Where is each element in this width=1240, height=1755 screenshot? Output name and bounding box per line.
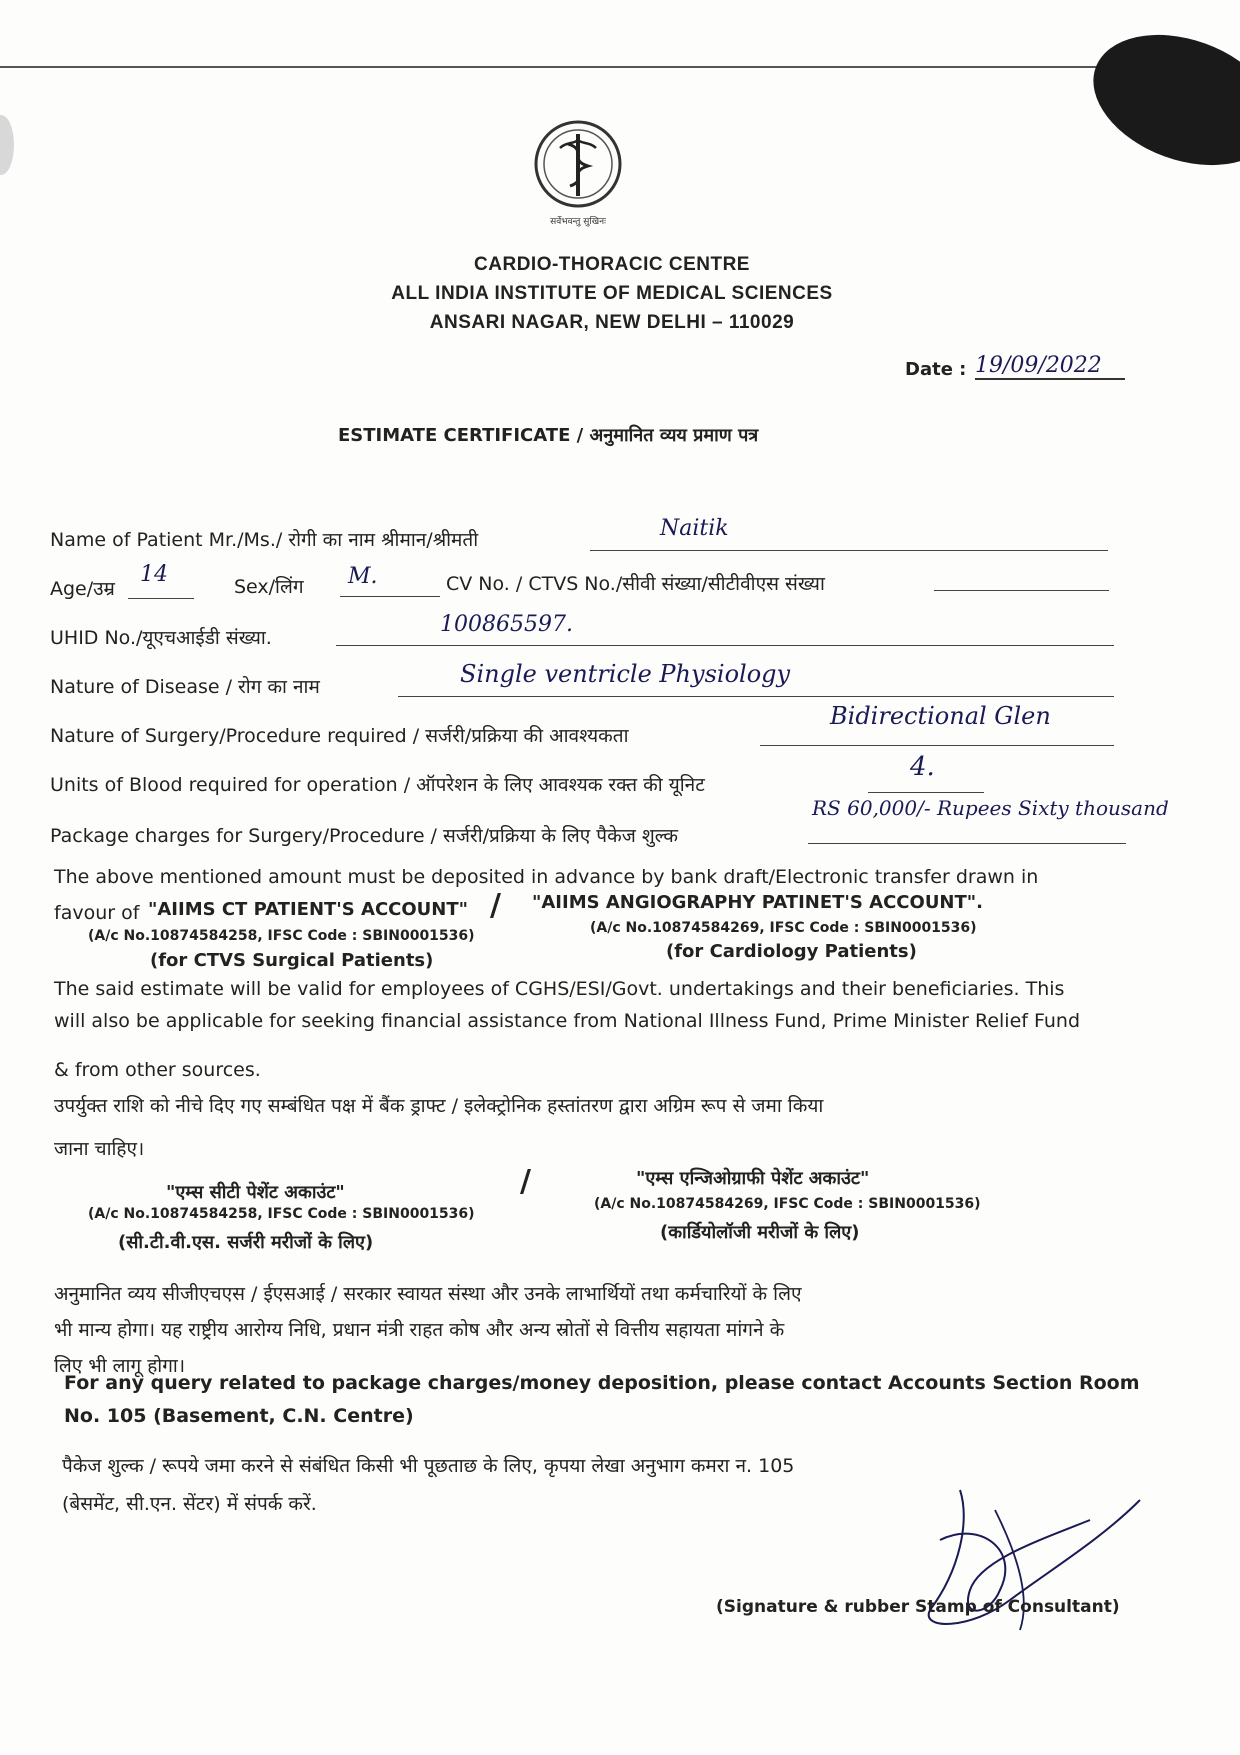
hindi-deposit-line-2: जाना चाहिए।: [54, 1138, 145, 1160]
hindi-validity-line-2: भी मान्य होगा। यह राष्ट्रीय आरोग्य निधि, प्रधान मंत्री राहत कोष और अन्य स्रोतों से वित्तीय सहायता मांगने के: [54, 1319, 785, 1341]
package-line: [808, 843, 1126, 844]
date-label: Date :: [905, 359, 967, 380]
age-label: Age/उम्र: [50, 578, 115, 600]
hindi-account-separator: /: [520, 1164, 531, 1199]
hindi-deposit-line-1: उपर्युक्त राशि को नीचे दिए गए सम्बंधित पक्ष में बैंक ड्राफ्ट / इलेक्ट्रोनिक हस्तांतरण द्वारा अग्रिम रूप से जमा किया: [54, 1095, 824, 1117]
hindi-angio-account-details: (A/c No.10874584269, IFSC Code : SBIN0001536): [594, 1196, 981, 1212]
angio-account-details: (A/c No.10874584269, IFSC Code : SBIN0001536): [590, 920, 977, 936]
deposit-instruction: The above mentioned amount must be deposited in advance by bank draft/Electronic transfer drawn in: [54, 866, 1039, 888]
uhid-line: [336, 645, 1114, 646]
hindi-query-line-2: (बेसमेंट, सी.एन. सेंटर) में संपर्क करें.: [62, 1493, 317, 1515]
angio-account-for: (for Cardiology Patients): [666, 941, 917, 962]
disease-line: [398, 696, 1114, 697]
disease-label: Nature of Disease / रोग का नाम: [50, 676, 320, 698]
scan-top-edge: [0, 66, 1240, 68]
favour-of-prefix: favour of: [54, 902, 140, 924]
ct-account-for: (for CTVS Surgical Patients): [150, 950, 434, 971]
package-label: Package charges for Surgery/Procedure / सर्जरी/प्रक्रिया के लिए पैकेज शुल्क: [50, 825, 678, 847]
angio-account-name: "AIIMS ANGIOGRAPHY PATINET'S ACCOUNT".: [532, 892, 983, 913]
name-line: [590, 550, 1108, 551]
header-institute: ALL INDIA INSTITUTE OF MEDICAL SCIENCES: [391, 283, 833, 304]
sex-line: [340, 596, 440, 597]
age-value: 14: [140, 562, 168, 587]
query-line-2: No. 105 (Basement, C.N. Centre): [64, 1405, 414, 1427]
ct-account-details: (A/c No.10874584258, IFSC Code : SBIN0001536): [88, 928, 475, 944]
signature-label: (Signature & rubber Stamp of Consultant): [716, 1597, 1120, 1617]
surgery-line: [760, 745, 1114, 746]
surgery-label: Nature of Surgery/Procedure required / सर्जरी/प्रक्रिया की आवश्यकता: [50, 725, 629, 747]
account-separator: /: [490, 888, 501, 923]
sex-label: Sex/लिंग: [234, 576, 304, 598]
uhid-label: UHID No./यूएचआईडी संख्या.: [50, 627, 272, 649]
package-value: RS 60,000/- Rupees Sixty thousand: [812, 796, 1169, 820]
name-label: Name of Patient Mr./Ms./ रोगी का नाम श्रीमान/श्रीमती: [50, 529, 479, 551]
hindi-ct-account-for: (सी.टी.वी.एस. सर्जरी मरीजों के लिए): [118, 1232, 374, 1253]
blood-label: Units of Blood required for operation / ऑपरेशन के लिए आवश्यक रक्त की यूनिट: [50, 774, 705, 796]
blood-line: [868, 792, 984, 793]
sex-value: M.: [348, 564, 378, 589]
logo-motto: सर्वेभवन्तु सुखिनः: [550, 217, 606, 227]
validity-line-2: will also be applicable for seeking financial assistance from National Illness Fund, Prime Minister Relief Fund: [54, 1010, 1081, 1032]
header-address: ANSARI NAGAR, NEW DELHI – 110029: [429, 312, 795, 333]
blood-value: 4.: [910, 752, 935, 782]
cv-line: [934, 590, 1109, 591]
surgery-value: Bidirectional Glen: [830, 702, 1051, 730]
validity-line-3: & from other sources.: [54, 1059, 261, 1081]
name-value: Naitik: [660, 516, 729, 541]
hindi-angio-account-for: (कार्डियोलॉजी मरीजों के लिए): [660, 1222, 860, 1243]
age-line: [128, 598, 194, 599]
scan-shadow: [1075, 11, 1240, 189]
hindi-ct-account: "एम्स सीटी पेशेंट अकाउंट": [166, 1182, 345, 1203]
hindi-validity-line-3: लिए भी लागू होगा।: [54, 1355, 186, 1377]
scan-edge-mark: [0, 115, 14, 175]
ct-account-name: "AIIMS CT PATIENT'S ACCOUNT": [148, 899, 469, 920]
document-title: ESTIMATE CERTIFICATE / अनुमानित व्यय प्रमाण पत्र: [338, 425, 759, 446]
date-value: 19/09/2022: [975, 353, 1125, 380]
uhid-value: 100865597.: [440, 612, 573, 637]
hindi-angio-account: "एम्स एन्जिओग्राफी पेशेंट अकाउंट": [636, 1168, 870, 1189]
query-line-1: For any query related to package charges/money deposition, please contact Accounts Section Room: [64, 1372, 1140, 1394]
cv-label: CV No. / CTVS No./सीवी संख्या/सीटीवीएस संख्या: [446, 573, 825, 595]
hindi-ct-account-details: (A/c No.10874584258, IFSC Code : SBIN0001536): [88, 1206, 475, 1222]
hindi-validity-line-1: अनुमानित व्यय सीजीएचएस / ईएसआई / सरकार स्वायत संस्था और उनके लाभार्थियों तथा कर्मचारियों के लिए: [54, 1283, 802, 1305]
hindi-query-line-1: पैकेज शुल्क / रूपये जमा करने से संबंधित किसी भी पूछताछ के लिए, कृपया लेखा अनुभाग कमरा न. 105: [62, 1455, 795, 1477]
disease-value: Single ventricle Physiology: [460, 660, 791, 688]
validity-line-1: The said estimate will be valid for employees of CGHS/ESI/Govt. undertakings and their beneficiaries. This: [54, 978, 1065, 1000]
header-centre: CARDIO-THORACIC CENTRE: [474, 254, 750, 275]
aiims-logo-icon: [530, 120, 626, 238]
